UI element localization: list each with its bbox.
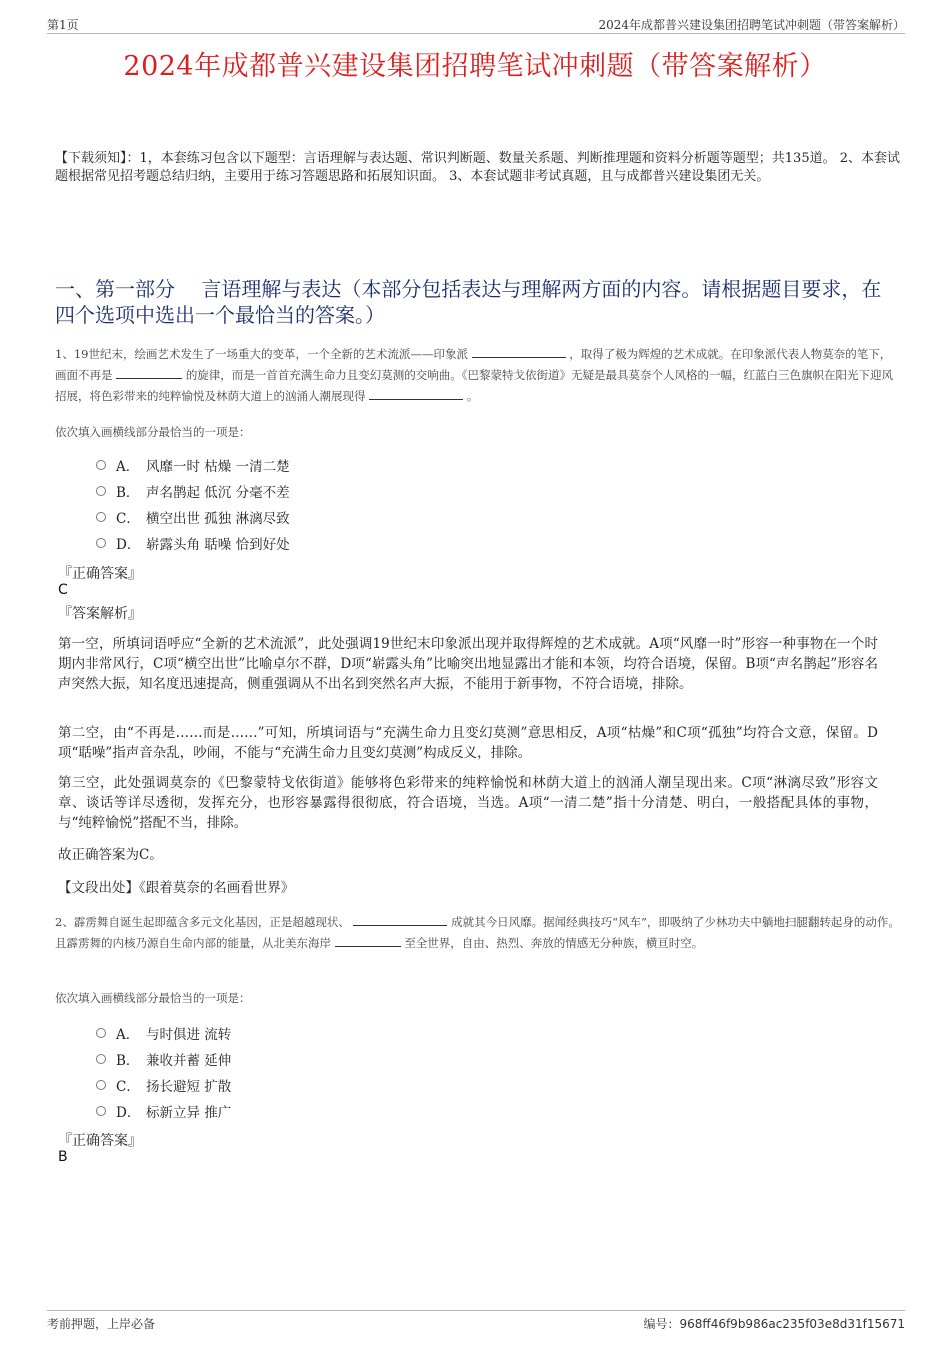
option-letter: C． xyxy=(116,511,140,527)
page-header xyxy=(47,14,905,34)
option-letter: A． xyxy=(116,1027,140,1043)
q2-text-part: 成就其今日风靡。据闻经典技巧“风车”，即吸纳了少林功夫中躺地扫腿翻转起身的动作。且霹雳舞的内核乃源自生命内部的能量，从北美东海岸 xyxy=(55,915,900,950)
option-text: 与时俱进 流转 xyxy=(146,1027,232,1043)
radio-icon[interactable] xyxy=(96,1054,106,1064)
option-a[interactable] xyxy=(96,1020,231,1046)
option-text: 标新立异 推广 xyxy=(146,1105,232,1121)
option-a[interactable] xyxy=(96,452,290,478)
option-text: 风靡一时 枯燥 一清二楚 xyxy=(146,459,290,475)
q2-text-part: 至全世界，自由、热烈、奔放的情感无分种族，横亘时空。 xyxy=(404,936,704,950)
fill-blank xyxy=(116,367,182,379)
analysis-paragraph-3: 第三空，此处强调莫奈的《巴黎蒙特戈依街道》能够将色彩带来的纯粹愉悦和林荫大道上的汹涌人潮呈现出来。C项“淋漓尽致”形容文章、谈话等详尽透彻，发挥充分，也形容暴露得很彻底，符合语境，当选。A项“一清二楚”指十分清楚、明白，一般搭配具体的事物，与“纯粹愉悦”搭配不当，排除。 xyxy=(58,775,878,831)
analysis-paragraph-2: 第二空，由“不再是……而是……”可知，所填词语与“充满生命力且变幻莫测”意思相反，A项“枯燥”和C项“孤独”均符合文意，保留。D项“聒噪”指声音杂乱，吵闹，不能与“充满生命力且变幻莫测”构成反义，排除。 xyxy=(58,725,878,761)
option-letter: D． xyxy=(116,537,141,553)
footer-code xyxy=(644,1315,906,1332)
radio-icon[interactable] xyxy=(96,486,106,496)
fill-blank xyxy=(472,346,566,358)
correct-answer: B xyxy=(58,1149,68,1165)
header-doc-title: 2024年成都普兴建设集团招聘笔试冲刺题（带答案解析） xyxy=(598,18,905,32)
radio-icon[interactable] xyxy=(96,538,106,548)
page-number: 第1页 xyxy=(47,18,79,32)
fill-blank xyxy=(353,914,447,926)
radio-icon[interactable] xyxy=(96,1106,106,1116)
option-letter: C． xyxy=(116,1079,140,1095)
source-citation: 【文段出处】《跟着莫奈的名画看世界》 xyxy=(58,880,295,896)
answer-label: 『正确答案』 xyxy=(58,566,142,582)
question-2-prompt: 依次填入画横线部分最恰当的一项是： xyxy=(55,991,251,1005)
question-1-prompt: 依次填入画横线部分最恰当的一项是： xyxy=(55,425,251,439)
q1-text-part: 1、19世纪末，绘画艺术发生了一场重大的变革，一个全新的艺术流派——印象派 xyxy=(55,347,468,361)
radio-icon[interactable] xyxy=(96,1080,106,1090)
option-letter: B． xyxy=(116,485,140,501)
option-text: 横空出世 孤独 淋漓尽致 xyxy=(146,511,290,527)
q1-text-part: 。 xyxy=(466,389,479,403)
correct-answer: C xyxy=(58,582,68,598)
analysis-paragraph-1: 第一空，所填词语呼应“全新的艺术流派”，此处强调19世纪末印象派出现并取得辉煌的艺术成就。A项“风靡一时”形容一种事物在一个时期内非常风行，C项“横空出世”比喻卓尔不群，D项“崭露头角”比喻突出地显露出才能和本领，均符合语境，保留。B项“声名鹊起”形容名声突然大振，知名度迅速提高，侧重强调从不出名到突然名声大振，不能用于新事物，不符合语境，排除。 xyxy=(58,636,878,692)
document-title: 2024年成都普兴建设集团招聘笔试冲刺题（带答案解析） xyxy=(123,51,827,82)
option-text: 兼收并蓄 延伸 xyxy=(146,1053,232,1069)
code-value: 968ff46f9b986ac235f03e8d31f15671 xyxy=(679,1317,905,1331)
option-d[interactable] xyxy=(96,530,290,556)
option-letter: D． xyxy=(116,1105,141,1121)
question-2-text xyxy=(55,912,900,954)
answer-label: 『正确答案』 xyxy=(58,1133,142,1149)
download-notice: 【下载须知】：1，本套练习包含以下题型：言语理解与表达题、常识判断题、数量关系题、判断推理题和资料分析题等题型；共135道。 2、本套试题根据常见招考题总结归纳，主要用于练习答题思路和拓展知识面。 3、本套试题非考试真题，且与成都普兴建设集团无关。 xyxy=(55,151,900,184)
section-title: 一、第一部分 言语理解与表达（本部分包括表达与理解两方面的内容。请根据题目要求，在四个选项中选出一个最恰当的答案。） xyxy=(55,277,882,327)
radio-icon[interactable] xyxy=(96,512,106,522)
q2-text-part: 2、霹雳舞自诞生起即蕴含多元文化基因，正是超越现状、 xyxy=(55,915,350,929)
fill-blank xyxy=(335,935,401,947)
radio-icon[interactable] xyxy=(96,460,106,470)
option-c[interactable] xyxy=(96,1072,231,1098)
question-2-options xyxy=(96,1020,231,1124)
code-label: 编号： xyxy=(643,1317,680,1331)
option-text: 扬长避短 扩散 xyxy=(146,1079,232,1095)
footer-slogan: 考前押题，上岸必备 xyxy=(47,1317,156,1331)
option-c[interactable] xyxy=(96,504,290,530)
analysis-conclusion: 故正确答案为C。 xyxy=(58,847,163,863)
option-letter: B． xyxy=(116,1053,140,1069)
page-footer xyxy=(47,1310,905,1332)
option-b[interactable] xyxy=(96,478,290,504)
fill-blank xyxy=(369,388,463,400)
question-1-text xyxy=(55,344,900,407)
option-letter: A． xyxy=(116,459,140,475)
question-1-options xyxy=(96,452,290,556)
option-b[interactable] xyxy=(96,1046,231,1072)
radio-icon[interactable] xyxy=(96,1028,106,1038)
option-text: 崭露头角 聒噪 恰到好处 xyxy=(146,537,290,553)
q1-text-part: ，取得了极为辉煌的艺术成就。在印象派代表人物莫奈的笔下，画面不再是 xyxy=(55,347,892,382)
option-text: 声名鹊起 低沉 分毫不差 xyxy=(146,485,290,501)
q1-text-part: 的旋律，而是一首首充满生命力且变幻莫测的交响曲。《巴黎蒙特戈依街道》无疑是最具莫奈个人风格的一幅，红蓝白三色旗帜在阳光下迎风招展，将色彩带来的纯粹愉悦及林荫大道上的汹涌人潮展现得 xyxy=(55,368,894,403)
option-d[interactable] xyxy=(96,1098,231,1124)
analysis-label: 『答案解析』 xyxy=(58,606,142,622)
